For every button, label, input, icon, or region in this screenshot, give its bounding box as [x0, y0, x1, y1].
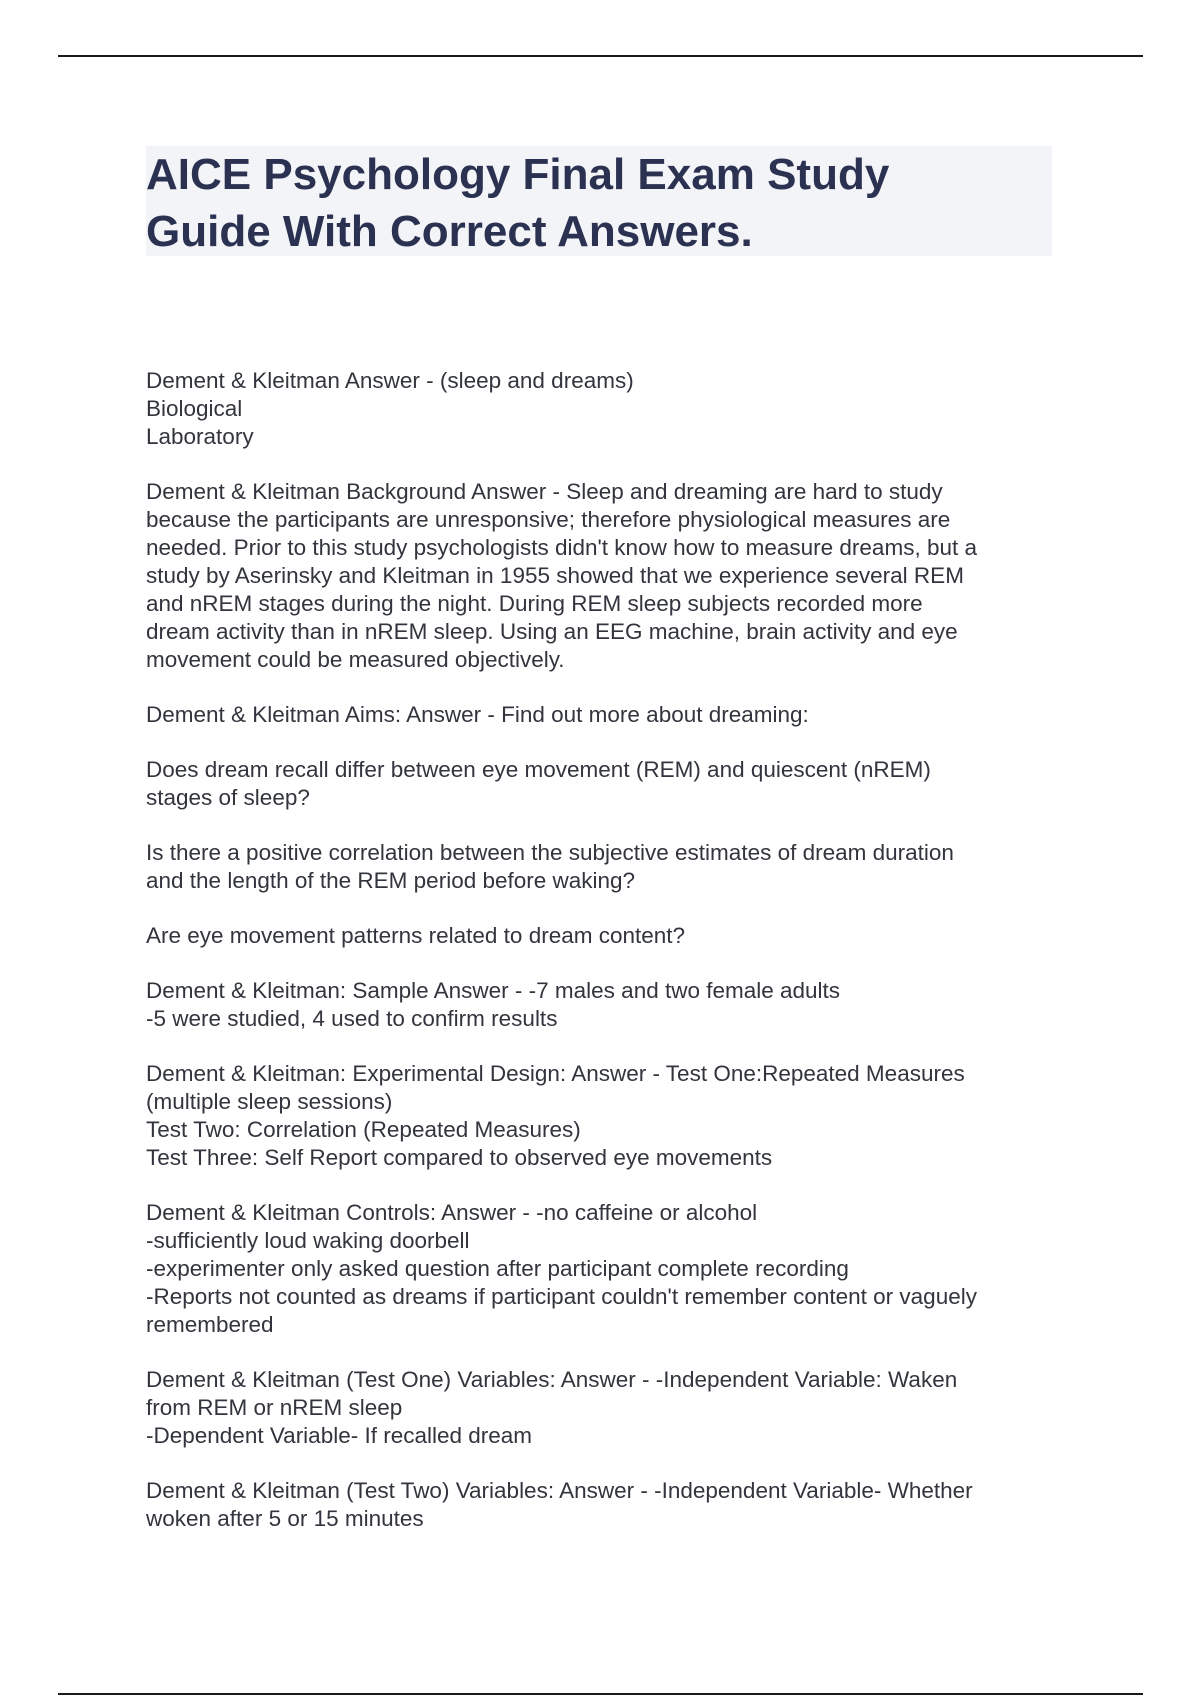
- qa-paragraph: [146, 922, 1052, 950]
- paragraph-line: woken after 5 or 15 minutes: [146, 1506, 424, 1531]
- paragraph-line: Dement & Kleitman: Experimental Design: Answer - Test One:Repeated Measures: [146, 1061, 965, 1086]
- paragraph-line: Test Three: Self Report compared to observed eye movements: [146, 1145, 773, 1170]
- paragraph-line: -experimenter only asked question after participant complete recording: [146, 1256, 849, 1281]
- footer-rule: [58, 1693, 1143, 1695]
- qa-paragraph: [146, 1477, 1052, 1533]
- paragraph-line: -sufficiently loud waking doorbell: [146, 1228, 470, 1253]
- qa-paragraph: [146, 367, 1052, 451]
- qa-paragraph: [146, 977, 1052, 1033]
- paragraph-line: stages of sleep?: [146, 785, 310, 810]
- paragraph-line: Dement & Kleitman: Sample Answer - -7 males and two female adults: [146, 978, 841, 1003]
- paragraph-line: Dement & Kleitman Background Answer - Sleep and dreaming are hard to study: [146, 479, 943, 504]
- paragraph-line: from REM or nREM sleep: [146, 1395, 403, 1420]
- header-rule: [58, 55, 1143, 57]
- paragraph-line: Dement & Kleitman Answer - (sleep and dreams): [146, 368, 634, 393]
- paragraph-line: and nREM stages during the night. During REM sleep subjects recorded more: [146, 591, 923, 616]
- paragraph-line: Dement & Kleitman Controls: Answer - -no caffeine or alcohol: [146, 1200, 758, 1225]
- paragraph-line: Does dream recall differ between eye movement (REM) and quiescent (nREM): [146, 757, 931, 782]
- paragraph-line: -Dependent Variable- If recalled dream: [146, 1423, 533, 1448]
- qa-paragraph: [146, 1060, 1052, 1172]
- paragraph-line: study by Aserinsky and Kleitman in 1955 showed that we experience several REM: [146, 563, 964, 588]
- paragraph-line: Dement & Kleitman Aims: Answer - Find out more about dreaming:: [146, 702, 809, 727]
- paragraph-line: Test Two: Correlation (Repeated Measures): [146, 1117, 581, 1142]
- document-title: AICE Psychology Final Exam Study Guide With Correct Answers.: [146, 150, 890, 256]
- qa-paragraph: [146, 701, 1052, 729]
- qa-paragraph: [146, 1366, 1052, 1450]
- paragraph-line: Laboratory: [146, 424, 254, 449]
- paragraph-line: Biological: [146, 396, 243, 421]
- paragraph-line: because the participants are unresponsive; therefore physiological measures are: [146, 507, 951, 532]
- paragraph-line: Is there a positive correlation between the subjective estimates of dream duration: [146, 840, 954, 865]
- document-body: [146, 367, 1052, 1560]
- paragraph-line: Dement & Kleitman (Test Two) Variables: Answer - -Independent Variable- Whether: [146, 1478, 973, 1503]
- paragraph-line: needed. Prior to this study psychologists didn't know how to measure dreams, but a: [146, 535, 977, 560]
- paragraph-line: remembered: [146, 1312, 274, 1337]
- qa-paragraph: [146, 839, 1052, 895]
- paragraph-line: and the length of the REM period before waking?: [146, 868, 636, 893]
- paragraph-line: (multiple sleep sessions): [146, 1089, 393, 1114]
- paragraph-line: Are eye movement patterns related to dream content?: [146, 923, 686, 948]
- paragraph-line: -5 were studied, 4 used to confirm results: [146, 1006, 558, 1031]
- paragraph-line: -Reports not counted as dreams if participant couldn't remember content or vaguely: [146, 1284, 977, 1309]
- paragraph-line: Dement & Kleitman (Test One) Variables: Answer - -Independent Variable: Waken: [146, 1367, 958, 1392]
- qa-paragraph: [146, 478, 1052, 674]
- qa-paragraph: [146, 1199, 1052, 1339]
- paragraph-line: movement could be measured objectively.: [146, 647, 565, 672]
- paragraph-line: dream activity than in nREM sleep. Using an EEG machine, brain activity and eye: [146, 619, 958, 644]
- qa-paragraph: [146, 756, 1052, 812]
